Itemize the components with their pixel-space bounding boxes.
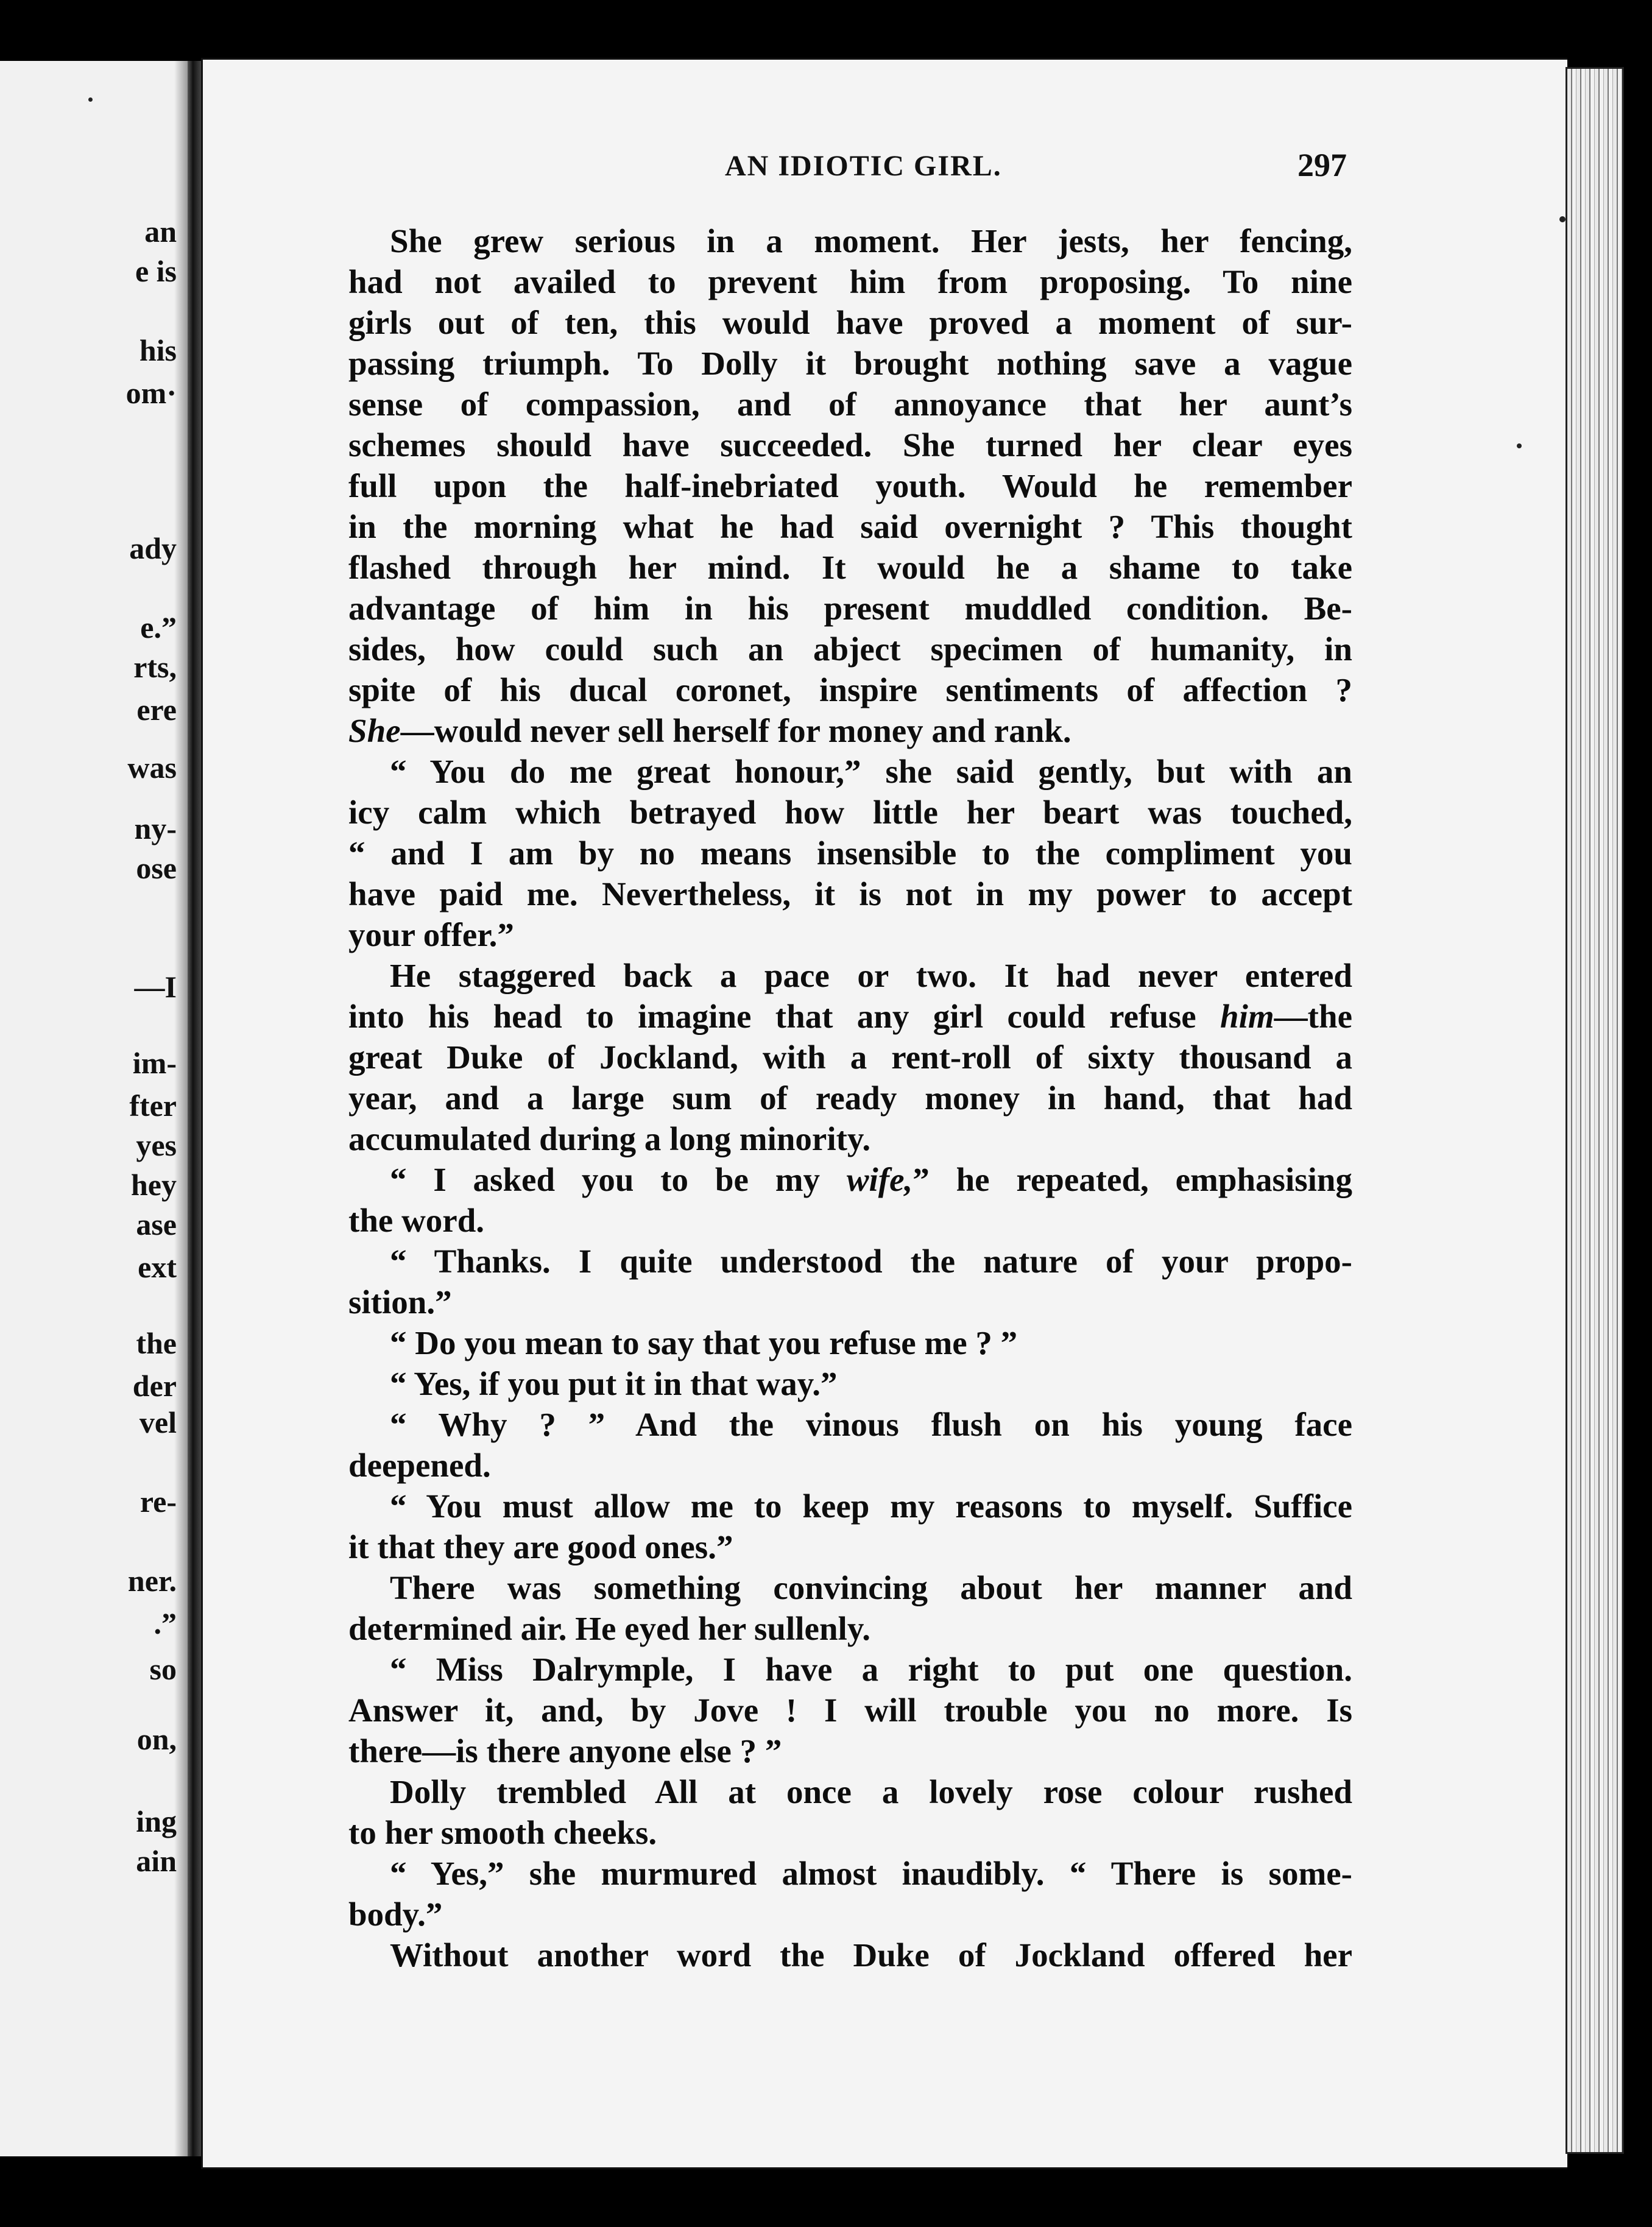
line-text: “ You do me great honour,” she said gently, but with an [390,753,1352,790]
text-line [348,629,1352,669]
line-text: passing triumph. To Dolly it brought nothing save a vague [348,345,1352,382]
ink-speck [1559,216,1566,222]
left-page-line-fragment: e.” [140,610,177,644]
line-text: icy calm which betrayed how little her beart was touched, [348,794,1352,831]
italic-word: wife, [846,1161,913,1198]
line-text: girls out of ten, this would have proved a moment of sur- [348,304,1352,341]
line-text: it that they are good ones.” [348,1528,733,1565]
line-text: “ and I am by no means insensible to the compliment you [348,835,1352,872]
text-line [348,874,1352,914]
text-line [348,465,1352,506]
text-line [348,384,1352,425]
line-text: had not availed to prevent him from proposing. To nine [348,263,1352,300]
text-line [348,955,1352,996]
line-text: determined air. He eyed her sullenly. [348,1610,871,1647]
ink-speck [1517,443,1522,448]
line-text: —the [1274,998,1352,1035]
line-text: —would never sell herself for money and rank. [400,712,1071,749]
line-text: “ Thanks. I quite understood the nature of your propo- [390,1243,1352,1280]
text-line [348,833,1352,874]
text-line [348,669,1352,710]
left-page-line-fragment: hey [131,1168,177,1202]
running-head: AN IDIOTIC GIRL. [725,150,1002,182]
text-line [348,506,1352,547]
text-line [348,1526,1352,1567]
left-page-line-fragment: so [149,1652,177,1686]
line-text: “ Why ? ” And the vinous flush on his young face [390,1406,1352,1443]
text-line [348,1486,1352,1526]
line-text: flashed through her mind. It would he a shame to take [348,549,1352,586]
page-number: 297 [1297,147,1347,183]
text-line [348,1608,1352,1649]
text-line [348,1935,1352,1975]
text-line [348,1894,1352,1935]
text-line [348,1812,1352,1853]
line-text: “ Do you mean to say that you refuse me ? ” [390,1324,1018,1361]
text-line [348,914,1352,955]
left-page-line-fragment: rts, [133,650,177,684]
line-text: “ Miss Dalrymple, I have a right to put one question. [390,1651,1352,1688]
text-line [348,1322,1352,1363]
text-line [348,1241,1352,1282]
text-line [348,1404,1352,1445]
left-page-line-fragment: ner. [127,1564,177,1598]
line-text: “ You must allow me to keep my reasons to myself. Suffice [390,1488,1352,1525]
line-text: sense of compassion, and of annoyance that her aunt’s [348,386,1352,423]
line-text-before: into his head to imagine that any girl could refuse [348,998,1221,1035]
left-page-line-fragment: ny- [134,811,177,845]
line-text: deepened. [348,1447,491,1484]
book-gutter [188,61,201,2156]
left-page-line-fragment: his [139,333,177,367]
left-page-line-fragment: ing [136,1804,177,1838]
left-page-line-fragment: on, [136,1722,177,1756]
line-text: “ Yes, if you put it in that way.” [390,1365,838,1402]
left-page-line-fragment: ady [129,531,177,565]
left-page-line-fragment: —I [134,970,177,1004]
line-text: great Duke of Jockland, with a rent-roll of sixty thousand a [348,1039,1352,1076]
left-page-line-fragment: vel [139,1405,177,1439]
left-page-line-fragment: ain [136,1844,177,1878]
line-text: to her smooth cheeks. [348,1814,657,1851]
text-line [348,1731,1352,1771]
text-line [348,588,1352,629]
text-line [348,710,1352,751]
left-page-line-fragment: the [136,1326,177,1360]
left-page-line-fragment: e is [135,254,177,288]
text-line [348,1445,1352,1486]
left-page-line-fragment: an [144,214,177,249]
text-line [348,221,1352,261]
text-line [348,1118,1352,1159]
text-line [348,1282,1352,1322]
line-text: schemes should have succeeded. She turned her clear eyes [348,426,1352,464]
line-text: ” he repeated, emphasising [912,1161,1352,1198]
line-text: your offer.” [348,916,514,953]
italic-word: She [348,712,401,749]
line-text: body.” [348,1896,443,1933]
line-text: sition.” [348,1283,452,1321]
line-text: advantage of him in his present muddled condition. Be- [348,590,1352,627]
text-line [348,343,1352,384]
left-page-line-fragment: re- [139,1484,177,1519]
left-page-line-fragment: fter [129,1089,177,1123]
text-line [348,1567,1352,1608]
line-text: year, and a large sum of ready money in hand, that had [348,1079,1352,1117]
text-line [348,1200,1352,1241]
text-line [348,261,1352,302]
text-line [348,1159,1352,1200]
left-page-line-fragment: der [132,1369,177,1403]
text-line [348,1363,1352,1404]
left-page-line-fragment: ere [136,693,177,727]
left-page-line-fragment: ose [136,851,177,885]
left-page-line-fragment: .” [154,1606,177,1640]
line-text: Dolly trembled All at once a lovely rose colour rushed [390,1773,1352,1810]
text-line [348,1853,1352,1894]
left-page-line-fragment: yes [136,1128,177,1162]
line-text: sides, how could such an abject specimen of humanity, in [348,630,1352,668]
page-edges [1566,67,1624,2154]
line-text: in the morning what he had said overnight ? This thought [348,508,1352,545]
text-line [348,547,1352,588]
text-line [348,1078,1352,1118]
line-text: “ Yes,” she murmured almost inaudibly. “ There is some- [390,1855,1352,1892]
left-page-line-fragment: ext [138,1250,177,1284]
line-text: the word. [348,1202,485,1239]
text-line [348,425,1352,465]
line-text: Without another word the Duke of Jockland offered her [390,1936,1352,1974]
body-text [348,221,1352,1975]
left-page-line-fragment: im- [132,1046,177,1080]
left-page-line-fragment: was [127,750,177,785]
left-page-line-fragment: ase [136,1207,177,1241]
text-line [348,1771,1352,1812]
line-text: There was something convincing about her manner and [390,1569,1352,1606]
italic-word: him [1220,998,1274,1035]
text-line [348,751,1352,792]
text-line [348,302,1352,343]
left-page-line-fragment: om· [125,376,177,410]
text-line [348,1690,1352,1731]
line-text: there—is there anyone else ? ” [348,1732,782,1770]
text-line [348,996,1352,1037]
line-text: She grew serious in a moment. Her jests, her fencing, [390,222,1352,259]
text-line [348,792,1352,833]
line-text: full upon the half-inebriated youth. Would he remember [348,467,1352,504]
ink-speck [88,97,93,102]
line-text: spite of his ducal coronet, inspire sentiments of affection ? [348,671,1352,708]
line-text: have paid me. Nevertheless, it is not in my power to accept [348,875,1352,912]
text-line [348,1649,1352,1690]
line-text: He staggered back a pace or two. It had never entered [390,957,1352,994]
line-text: accumulated during a long minority. [348,1120,871,1157]
line-text: Answer it, and, by Jove ! I will trouble you no more. Is [348,1692,1352,1729]
line-text-before: “ I asked you to be my [390,1161,847,1198]
text-line [348,1037,1352,1078]
